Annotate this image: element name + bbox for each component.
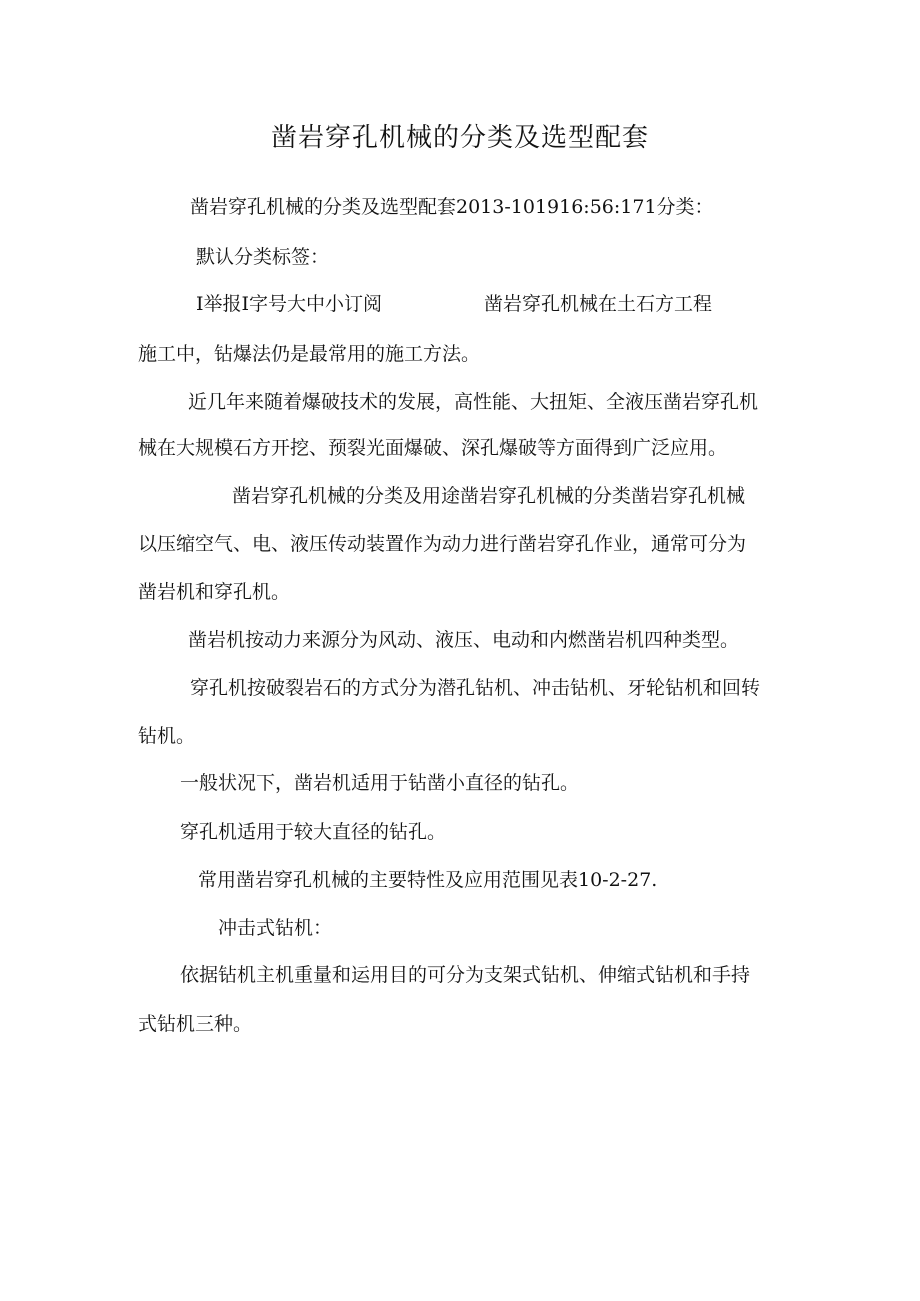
paragraph-9: 冲击式钻机： (218, 917, 333, 939)
paragraph-7: 穿孔机适用于较大直径的钻孔。 (180, 821, 447, 843)
paragraph-6: 一般状况下，凿岩机适用于钻凿小直径的钻孔。 (180, 772, 580, 794)
paragraph-10-line-1: 依据钻机主机重量和运用目的可分为支架式钻机、伸缩式钻机和手持 (180, 964, 751, 986)
paragraph-5-line-1: 穿孔机按破裂岩石的方式分为潜孔钻机、冲击钻机、牙轮钻机和回转 (190, 677, 761, 699)
meta-line: 凿岩穿孔机械的分类及选型配套2013-101916:56:171分类： (190, 196, 714, 218)
toolbar-text: I举报I字号大中小订阅 (196, 293, 383, 315)
page-title: 凿岩穿孔机械的分类及选型配套 (270, 123, 649, 153)
paragraph-4: 凿岩机按动力来源分为风动、液压、电动和内燃凿岩机四种类型。 (188, 629, 740, 651)
paragraph-2-line-1: 近几年来随着爆破技术的发展，高性能、大扭矩、全液压凿岩穿孔机 (188, 391, 759, 413)
paragraph-3-line-3: 凿岩机和穿孔机。 (138, 581, 291, 603)
paragraph-2-line-2: 械在大规模石方开挖、预裂光面爆破、深孔爆破等方面得到广泛应用。 (138, 437, 728, 459)
paragraph-10-line-2: 式钻机三种。 (138, 1013, 253, 1035)
paragraph-1-line-2: 施工中，钻爆法仍是最常用的施工方法。 (138, 343, 481, 365)
paragraph-5-line-2: 钻机。 (138, 725, 196, 747)
paragraph-3-line-1: 凿岩穿孔机械的分类及用途凿岩穿孔机械的分类凿岩穿孔机械 (232, 485, 746, 507)
tag-line: 默认分类标签： (196, 246, 330, 268)
paragraph-8: 常用凿岩穿孔机械的主要特性及应用范围见表10-2-27. (198, 869, 658, 891)
paragraph-3-line-2: 以压缩空气、电、液压传动装置作为动力进行凿岩穿孔作业，通常可分为 (138, 533, 747, 555)
paragraph-1-line-1: 凿岩穿孔机械在土石方工程 (484, 293, 713, 315)
